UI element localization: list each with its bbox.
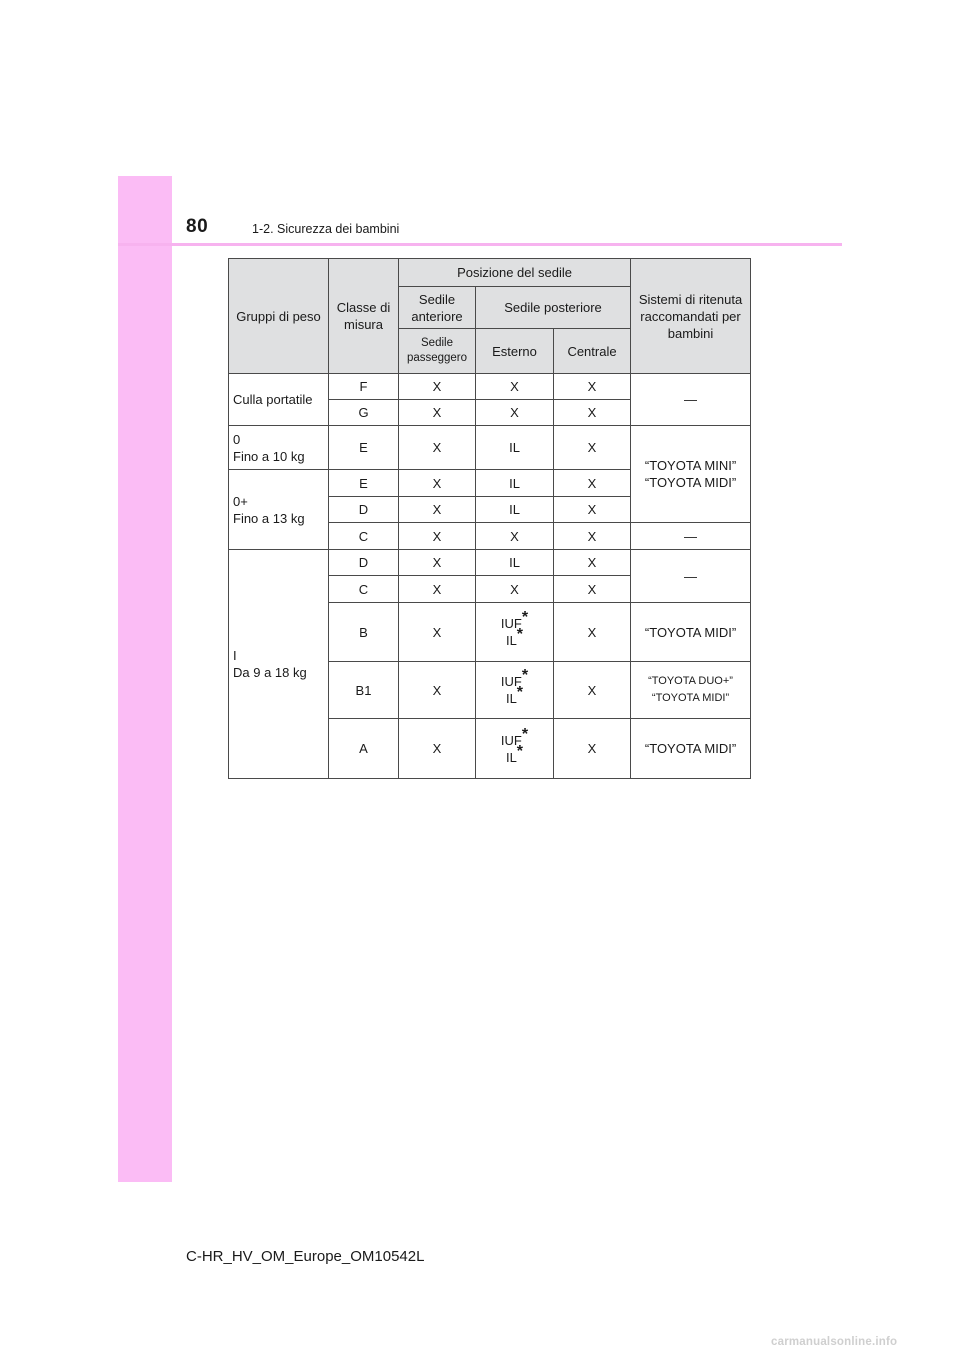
outer-type: IL: [505, 633, 517, 648]
center-cell: X: [554, 550, 631, 576]
footnote-mark: *: [521, 609, 529, 626]
passenger-cell: X: [399, 662, 476, 719]
passenger-cell: X: [399, 400, 476, 426]
group-cell: [229, 426, 329, 470]
outer-cell: X: [476, 374, 554, 400]
header-size-class: Classe di misura: [329, 259, 399, 374]
outer-cell: [476, 603, 554, 662]
side-tab-band: [118, 176, 172, 1182]
size-cell: D: [329, 550, 399, 576]
center-cell: X: [554, 470, 631, 497]
footnote-mark: *: [516, 742, 524, 760]
header-rear-seat: Sedile posteriore: [476, 287, 631, 329]
recommended-cell: —: [631, 550, 751, 603]
recommended-cell: “TOYOTA MIDI”: [631, 603, 751, 662]
passenger-cell: X: [399, 550, 476, 576]
recommended-line: “TOYOTA MIDI”: [651, 692, 730, 704]
size-cell: E: [329, 426, 399, 470]
footnote-mark: *: [521, 725, 529, 743]
center-cell: X: [554, 576, 631, 603]
header-recommended: Sistemi di ritenuta raccomandati per bambini: [631, 259, 751, 374]
outer-cell: [476, 719, 554, 779]
table-row: [229, 550, 751, 576]
header-front-seat: Sedile anteriore: [399, 287, 476, 329]
outer-cell: IL: [476, 470, 554, 497]
size-cell: F: [329, 374, 399, 400]
header-outer: Esterno: [476, 329, 554, 374]
section-title: 1-2. Sicurezza dei bambini: [252, 222, 400, 236]
size-cell: E: [329, 470, 399, 497]
group-cell: [229, 550, 329, 779]
outer-cell: X: [476, 576, 554, 603]
passenger-cell: X: [399, 719, 476, 779]
center-cell: X: [554, 426, 631, 470]
group-label: 0+: [233, 493, 248, 509]
outer-line: [479, 742, 550, 766]
table-row: [229, 374, 751, 400]
passenger-cell: X: [399, 426, 476, 470]
header-seat-position: Posizione del sedile: [399, 259, 631, 287]
size-cell: G: [329, 400, 399, 426]
outer-type: IUF: [500, 616, 522, 631]
center-cell: X: [554, 662, 631, 719]
outer-type: IUF: [500, 732, 522, 748]
outer-type: IUF: [500, 674, 522, 689]
footnote-mark: *: [521, 667, 529, 684]
outer-cell: X: [476, 400, 554, 426]
center-cell: X: [554, 374, 631, 400]
header-weight-groups: Gruppi di peso: [229, 259, 329, 374]
header-passenger-seat: Sedile passeggero: [399, 329, 476, 374]
center-cell: X: [554, 719, 631, 779]
size-cell: A: [329, 719, 399, 779]
center-cell: X: [554, 497, 631, 523]
table-row: [229, 426, 751, 470]
outer-cell: X: [476, 523, 554, 550]
outer-cell: [476, 662, 554, 719]
passenger-cell: X: [399, 523, 476, 550]
header-rule: [118, 243, 842, 246]
outer-line: [479, 684, 550, 707]
outer-type: IL: [505, 691, 517, 706]
group-label: I: [233, 648, 237, 663]
footnote-mark: *: [516, 626, 524, 643]
footer-document-code: C-HR_HV_OM_Europe_OM10542L: [186, 1248, 425, 1265]
page-number: 80: [186, 216, 209, 237]
recommended-line: “TOYOTA MIDI”: [644, 475, 737, 490]
passenger-cell: X: [399, 603, 476, 662]
group-weight: Fino a 13 kg: [233, 510, 305, 526]
recommended-cell: [631, 426, 751, 523]
outer-cell: IL: [476, 426, 554, 470]
group-label: 0: [233, 431, 241, 447]
group-weight: Fino a 10 kg: [233, 448, 305, 464]
size-cell: C: [329, 523, 399, 550]
footnote-mark: *: [516, 684, 524, 701]
passenger-cell: X: [399, 470, 476, 497]
header-center: Centrale: [554, 329, 631, 374]
recommended-cell: —: [631, 523, 751, 550]
outer-cell: IL: [476, 497, 554, 523]
center-cell: X: [554, 523, 631, 550]
outer-line: [479, 667, 550, 690]
recommended-line: “TOYOTA MINI”: [644, 458, 737, 473]
center-cell: X: [554, 603, 631, 662]
passenger-cell: X: [399, 374, 476, 400]
group-cell: [229, 470, 329, 550]
outer-cell: IL: [476, 550, 554, 576]
size-cell: D: [329, 497, 399, 523]
size-cell: B1: [329, 662, 399, 719]
recommended-cell: “TOYOTA MIDI”: [631, 719, 751, 779]
recommended-cell: —: [631, 374, 751, 426]
passenger-cell: X: [399, 497, 476, 523]
passenger-cell: X: [399, 576, 476, 603]
child-seat-table: [228, 258, 751, 779]
recommended-line: “TOYOTA DUO+”: [648, 675, 733, 687]
outer-line: [479, 626, 550, 649]
size-cell: C: [329, 576, 399, 603]
recommended-cell: [631, 662, 751, 719]
outer-line: [479, 725, 550, 749]
group-weight: Da 9 a 18 kg: [233, 665, 307, 680]
outer-type: IL: [505, 749, 517, 765]
group-cell: Culla portatile: [229, 374, 329, 426]
size-cell: B: [329, 603, 399, 662]
center-cell: X: [554, 400, 631, 426]
outer-line: [479, 609, 550, 632]
watermark-text: carmanualsonline.info: [771, 1336, 898, 1348]
